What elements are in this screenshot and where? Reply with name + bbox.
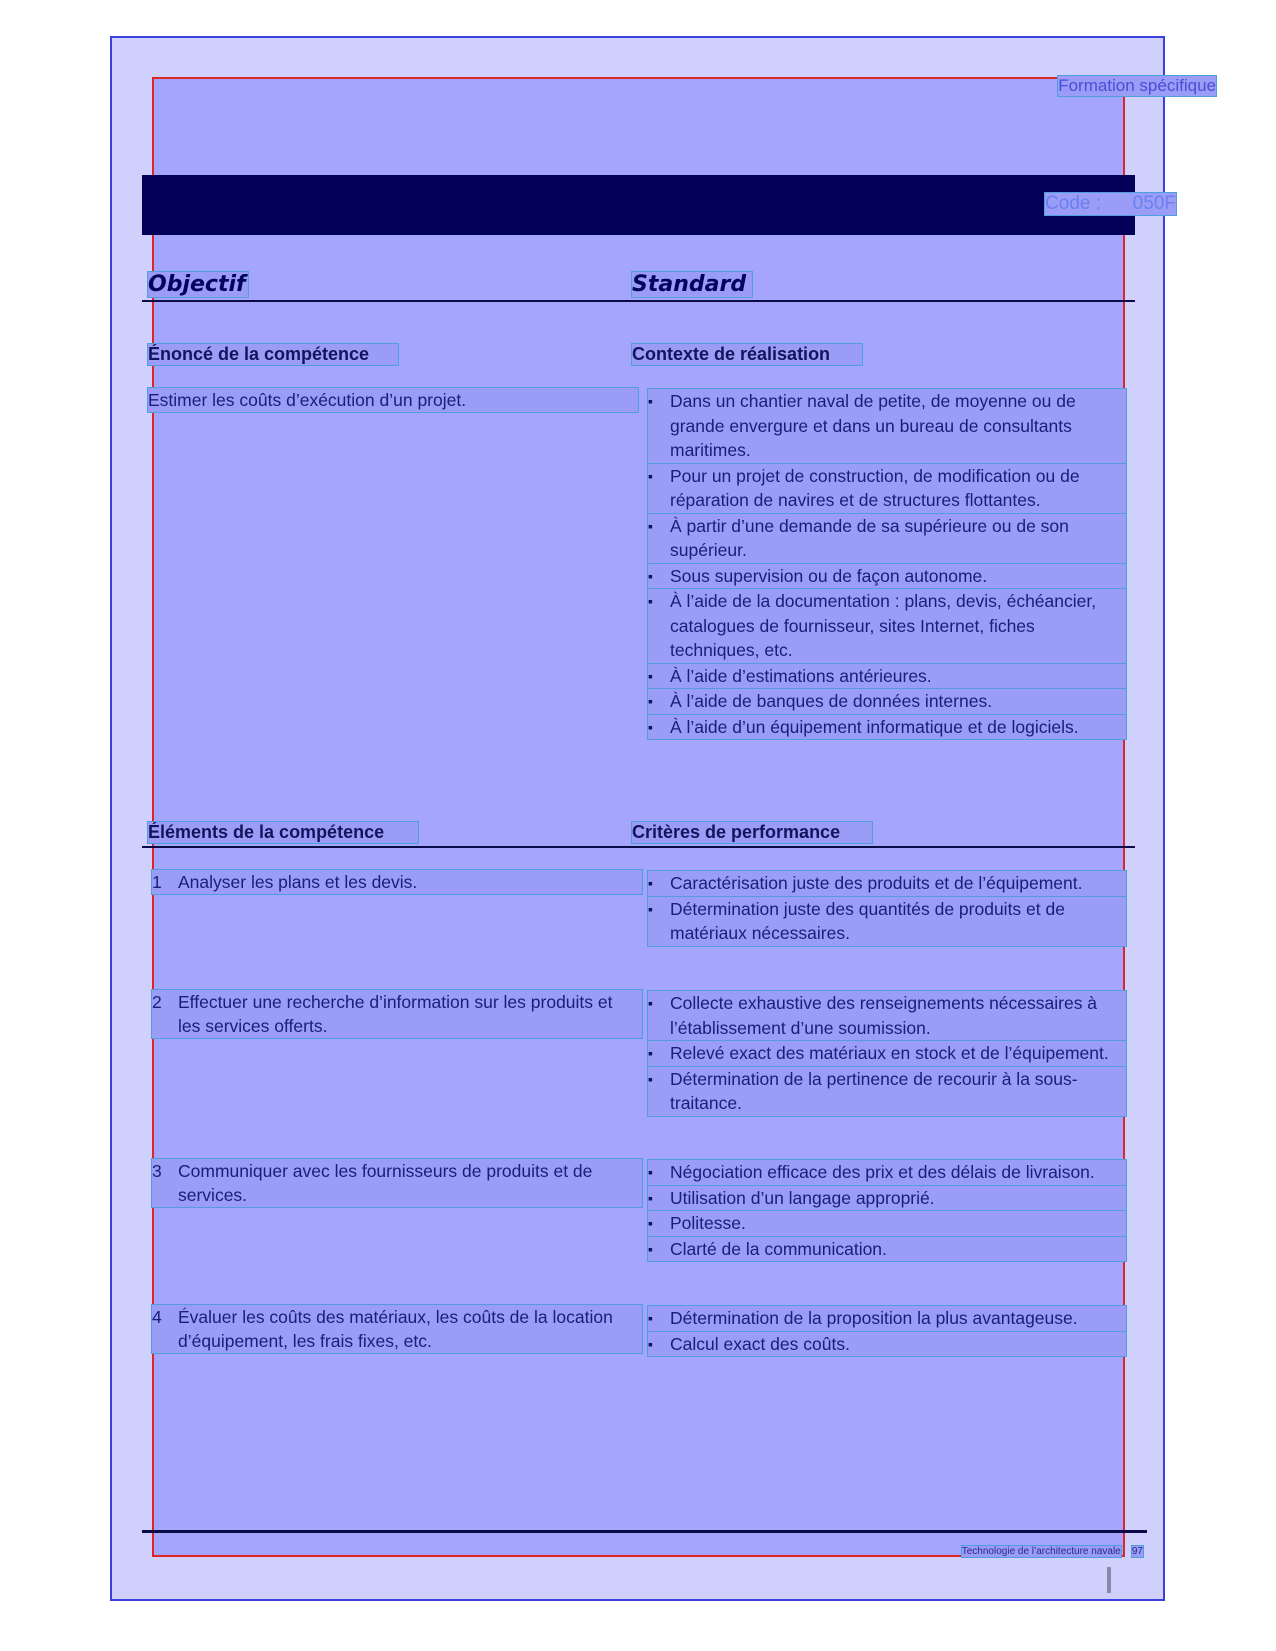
criterion-item: ▪ Caractérisation juste des produits et de l’équipement.	[648, 871, 1126, 896]
element-text: Évaluer les coûts des matériaux, les coûts de la location d’équipement, les frais fixes, etc.	[178, 1307, 613, 1351]
criteria-list	[648, 991, 1126, 1117]
context-item: ▪ Pour un projet de construction, de modification ou de réparation de navires et de structures flottantes.	[648, 464, 1126, 513]
section-rule	[142, 846, 1135, 848]
header-label: Formation spécifique	[1058, 76, 1216, 95]
element-text: Effectuer une recherche d’information sur les produits et les services offerts.	[178, 992, 613, 1036]
criterion-item: ▪ Collecte exhaustive des renseignements nécessaires à l’établissement d’une soumission.	[648, 991, 1126, 1040]
competence-element	[152, 990, 642, 1038]
context-item: ▪ À l’aide de banques de données internes.	[648, 689, 1126, 714]
footer	[962, 1546, 1143, 1557]
context-item: ▪ Sous supervision ou de façon autonome.	[648, 564, 1126, 589]
criteria-list	[648, 1160, 1126, 1262]
context-heading: Contexte de réalisation	[632, 344, 862, 365]
header-banner	[142, 175, 1135, 235]
objective-heading: Objectif	[148, 272, 248, 297]
element-number: 2	[152, 992, 162, 1012]
context-item: ▪ À partir d’une demande de sa supérieure ou de son supérieur.	[648, 514, 1126, 563]
criterion-item: ▪ Détermination juste des quantités de produits et de matériaux nécessaires.	[648, 897, 1126, 946]
criteria-heading: Critères de performance	[632, 822, 872, 843]
competence-element	[152, 1305, 642, 1353]
criterion-item: ▪ Détermination de la pertinence de recourir à la sous-traitance.	[648, 1067, 1126, 1116]
criterion-item: ▪ Négociation efficace des prix et des délais de livraison.	[648, 1160, 1126, 1185]
criterion-item: ▪ Politesse.	[648, 1211, 1126, 1236]
element-number: 1	[152, 872, 162, 892]
element-number: 4	[152, 1307, 162, 1327]
element-number: 3	[152, 1161, 162, 1181]
competence-statement-heading: Énoncé de la compétence	[148, 344, 398, 365]
context-item: ▪ À l’aide d’estimations antérieures.	[648, 664, 1126, 689]
competence-element	[152, 1159, 642, 1207]
heading-rule	[142, 300, 1135, 302]
context-item: ▪ À l’aide de la documentation : plans, devis, échéancier, catalogues de fournisseur, sites Internet, fiches techniques, etc.	[648, 589, 1126, 663]
criterion-item: ▪ Clarté de la communication.	[648, 1237, 1126, 1262]
footer-title: Technologie de l’architecture navale	[961, 1546, 1121, 1557]
footer-rule	[142, 1530, 1147, 1533]
criteria-list	[648, 1306, 1126, 1357]
criterion-item: ▪ Détermination de la proposition la plus avantageuse.	[648, 1306, 1126, 1331]
context-list	[648, 389, 1126, 740]
context-item: ▪ Dans un chantier naval de petite, de moyenne ou de grande envergure et dans un bureau de consultants maritimes.	[648, 389, 1126, 463]
criteria-list	[648, 871, 1126, 947]
standard-heading: Standard	[632, 272, 752, 297]
criterion-item: ▪ Relevé exact des matériaux en stock et de l’équipement.	[648, 1041, 1126, 1066]
program-code: Code : 050F	[1045, 193, 1176, 214]
elements-heading: Éléments de la compétence	[148, 822, 418, 843]
competence-statement: Estimer les coûts d’exécution d’un projet.	[148, 388, 638, 412]
element-text: Communiquer avec les fournisseurs de produits et de services.	[178, 1161, 593, 1205]
criterion-item: ▪ Utilisation d’un langage approprié.	[648, 1186, 1126, 1211]
criterion-item: ▪ Calcul exact des coûts.	[648, 1332, 1126, 1357]
page-number: 97	[1131, 1546, 1143, 1557]
element-text: Analyser les plans et les devis.	[178, 872, 418, 892]
context-item: ▪ À l’aide d’un équipement informatique et de logiciels.	[648, 715, 1126, 740]
margin-mark	[1107, 1567, 1111, 1593]
competence-element	[152, 870, 642, 894]
